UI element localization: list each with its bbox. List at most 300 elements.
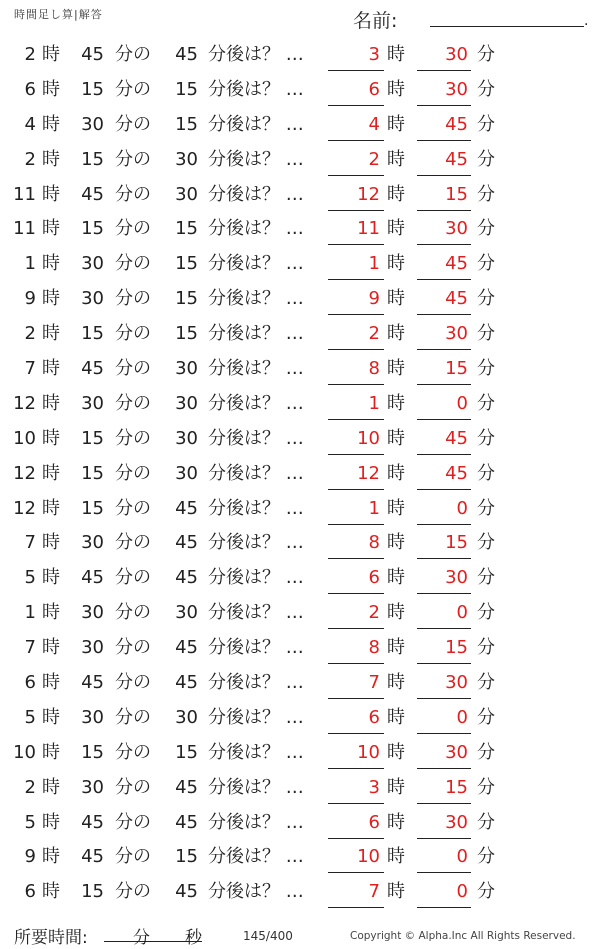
start-hour: 9 bbox=[24, 846, 36, 868]
answer-minute-line bbox=[417, 105, 471, 106]
hour-unit: 時 bbox=[42, 392, 60, 414]
answer-hour-unit: 時 bbox=[387, 497, 405, 519]
answer-hour: 12 bbox=[357, 183, 380, 205]
answer-minute-line bbox=[417, 279, 471, 280]
answer-minute-line bbox=[417, 454, 471, 455]
answer-minute: 15 bbox=[445, 637, 468, 659]
start-minute: 45 bbox=[81, 183, 104, 205]
added-minutes: 15 bbox=[175, 253, 198, 275]
answer-hour: 2 bbox=[368, 148, 380, 170]
answer-minute-unit: 分 bbox=[477, 462, 495, 484]
start-hour: 9 bbox=[24, 288, 36, 310]
problem-row bbox=[0, 213, 600, 248]
after-question-text: 分後は？ … bbox=[208, 567, 304, 589]
start-minute: 30 bbox=[81, 253, 104, 275]
answer-minute-unit: 分 bbox=[477, 567, 495, 589]
answer-minute-unit: 分 bbox=[477, 323, 495, 345]
answer-hour: 12 bbox=[357, 462, 380, 484]
answer-minute: 45 bbox=[445, 288, 468, 310]
hour-unit: 時 bbox=[42, 532, 60, 554]
start-minute: 15 bbox=[81, 148, 104, 170]
answer-minute-line bbox=[417, 419, 471, 420]
start-hour: 12 bbox=[13, 462, 36, 484]
answer-hour-line bbox=[328, 384, 384, 385]
answer-minute-unit: 分 bbox=[477, 218, 495, 240]
answer-minute-line bbox=[417, 175, 471, 176]
problem-row bbox=[0, 388, 600, 423]
answer-minute-unit: 分 bbox=[477, 672, 495, 694]
answer-minute: 0 bbox=[456, 392, 468, 414]
answer-hour: 10 bbox=[357, 741, 380, 763]
answer-minute-unit: 分 bbox=[477, 741, 495, 763]
answer-hour: 2 bbox=[368, 602, 380, 624]
problem-row bbox=[0, 109, 600, 144]
answer-hour: 1 bbox=[368, 253, 380, 275]
added-minutes: 30 bbox=[175, 706, 198, 728]
start-hour: 11 bbox=[13, 183, 36, 205]
answer-hour: 10 bbox=[357, 846, 380, 868]
hour-unit: 時 bbox=[42, 78, 60, 100]
answer-minute: 30 bbox=[445, 811, 468, 833]
start-minute: 30 bbox=[81, 602, 104, 624]
minute-of-unit: 分の bbox=[115, 672, 151, 694]
answer-minute-line bbox=[417, 384, 471, 385]
added-minutes: 45 bbox=[175, 567, 198, 589]
answer-hour-unit: 時 bbox=[387, 462, 405, 484]
answer-minute-unit: 分 bbox=[477, 288, 495, 310]
answer-minute: 30 bbox=[445, 323, 468, 345]
hour-unit: 時 bbox=[42, 427, 60, 449]
start-hour: 2 bbox=[24, 776, 36, 798]
answer-hour-unit: 時 bbox=[387, 113, 405, 135]
answer-minute-unit: 分 bbox=[477, 183, 495, 205]
start-hour: 2 bbox=[24, 323, 36, 345]
time-minute-unit: 分 bbox=[133, 928, 150, 948]
answer-minute-line bbox=[417, 628, 471, 629]
start-minute: 15 bbox=[81, 881, 104, 903]
answer-minute-line bbox=[417, 698, 471, 699]
start-minute: 45 bbox=[81, 44, 104, 65]
answer-hour-line bbox=[328, 768, 384, 769]
answer-hour-line bbox=[328, 175, 384, 176]
added-minutes: 30 bbox=[175, 427, 198, 449]
problem-row bbox=[0, 527, 600, 562]
answer-minute: 15 bbox=[445, 183, 468, 205]
added-minutes: 30 bbox=[175, 602, 198, 624]
added-minutes: 15 bbox=[175, 218, 198, 240]
start-minute: 30 bbox=[81, 637, 104, 659]
start-minute: 15 bbox=[81, 741, 104, 763]
problem-row bbox=[0, 144, 600, 179]
after-question-text: 分後は？ … bbox=[208, 253, 304, 275]
answer-hour-line bbox=[328, 733, 384, 734]
answer-hour: 7 bbox=[368, 672, 380, 694]
after-question-text: 分後は？ … bbox=[208, 392, 304, 414]
added-minutes: 15 bbox=[175, 78, 198, 100]
answer-minute: 15 bbox=[445, 358, 468, 380]
answer-hour: 8 bbox=[368, 532, 380, 554]
after-question-text: 分後は？ … bbox=[208, 706, 304, 728]
start-minute: 30 bbox=[81, 288, 104, 310]
answer-hour: 6 bbox=[368, 706, 380, 728]
hour-unit: 時 bbox=[42, 497, 60, 519]
start-minute: 15 bbox=[81, 462, 104, 484]
minute-of-unit: 分の bbox=[115, 288, 151, 310]
answer-minute-unit: 分 bbox=[477, 78, 495, 100]
minute-of-unit: 分の bbox=[115, 323, 151, 345]
answer-hour: 3 bbox=[368, 44, 380, 65]
answer-hour-line bbox=[328, 279, 384, 280]
problem-row bbox=[0, 283, 600, 318]
answer-minute-unit: 分 bbox=[477, 497, 495, 519]
worksheet-footer bbox=[0, 918, 600, 949]
answer-hour-line bbox=[328, 663, 384, 664]
after-question-text: 分後は？ … bbox=[208, 78, 304, 100]
answer-hour-unit: 時 bbox=[387, 288, 405, 310]
worksheet-header bbox=[0, 0, 600, 36]
added-minutes: 45 bbox=[175, 811, 198, 833]
added-minutes: 15 bbox=[175, 288, 198, 310]
start-hour: 5 bbox=[24, 811, 36, 833]
problem-row bbox=[0, 353, 600, 388]
answer-minute-line bbox=[417, 489, 471, 490]
problem-row bbox=[0, 702, 600, 737]
answer-hour-unit: 時 bbox=[387, 602, 405, 624]
added-minutes: 45 bbox=[175, 776, 198, 798]
start-minute: 15 bbox=[81, 218, 104, 240]
answer-hour: 8 bbox=[368, 637, 380, 659]
answer-hour-line bbox=[328, 210, 384, 211]
problem-row bbox=[0, 632, 600, 667]
name-line-end: . bbox=[584, 13, 589, 29]
added-minutes: 15 bbox=[175, 846, 198, 868]
answer-minute-line bbox=[417, 872, 471, 873]
answer-hour-line bbox=[328, 698, 384, 699]
answer-minute-line bbox=[417, 803, 471, 804]
answer-hour: 6 bbox=[368, 78, 380, 100]
answer-minute-line bbox=[417, 70, 471, 71]
after-question-text: 分後は？ … bbox=[208, 44, 304, 65]
answer-hour-unit: 時 bbox=[387, 567, 405, 589]
answer-minute-line bbox=[417, 663, 471, 664]
added-minutes: 30 bbox=[175, 462, 198, 484]
hour-unit: 時 bbox=[42, 218, 60, 240]
hour-unit: 時 bbox=[42, 253, 60, 275]
answer-minute: 45 bbox=[445, 462, 468, 484]
answer-hour: 2 bbox=[368, 323, 380, 345]
hour-unit: 時 bbox=[42, 672, 60, 694]
after-question-text: 分後は？ … bbox=[208, 358, 304, 380]
added-minutes: 30 bbox=[175, 183, 198, 205]
start-minute: 15 bbox=[81, 427, 104, 449]
added-minutes: 45 bbox=[175, 672, 198, 694]
problem-row bbox=[0, 807, 600, 842]
after-question-text: 分後は？ … bbox=[208, 672, 304, 694]
answer-hour: 11 bbox=[357, 218, 380, 240]
minute-of-unit: 分の bbox=[115, 637, 151, 659]
after-question-text: 分後は？ … bbox=[208, 148, 304, 170]
start-hour: 10 bbox=[13, 427, 36, 449]
minute-of-unit: 分の bbox=[115, 253, 151, 275]
added-minutes: 30 bbox=[175, 358, 198, 380]
answer-hour: 4 bbox=[368, 113, 380, 135]
start-minute: 30 bbox=[81, 392, 104, 414]
answer-hour: 6 bbox=[368, 567, 380, 589]
added-minutes: 45 bbox=[175, 637, 198, 659]
answer-hour-line bbox=[328, 628, 384, 629]
answer-hour-unit: 時 bbox=[387, 183, 405, 205]
after-question-text: 分後は？ … bbox=[208, 113, 304, 135]
answer-minute-unit: 分 bbox=[477, 113, 495, 135]
hour-unit: 時 bbox=[42, 183, 60, 205]
answer-minute: 45 bbox=[445, 148, 468, 170]
start-hour: 6 bbox=[24, 672, 36, 694]
after-question-text: 分後は？ … bbox=[208, 741, 304, 763]
added-minutes: 30 bbox=[175, 392, 198, 414]
after-question-text: 分後は？ … bbox=[208, 183, 304, 205]
answer-minute: 0 bbox=[456, 497, 468, 519]
problem-row bbox=[0, 737, 600, 772]
answer-hour-unit: 時 bbox=[387, 706, 405, 728]
answer-hour-unit: 時 bbox=[387, 881, 405, 903]
after-question-text: 分後は？ … bbox=[208, 532, 304, 554]
hour-unit: 時 bbox=[42, 113, 60, 135]
added-minutes: 30 bbox=[175, 148, 198, 170]
minute-of-unit: 分の bbox=[115, 881, 151, 903]
start-hour: 6 bbox=[24, 78, 36, 100]
start-hour: 4 bbox=[24, 113, 36, 135]
answer-minute: 15 bbox=[445, 776, 468, 798]
added-minutes: 15 bbox=[175, 741, 198, 763]
added-minutes: 15 bbox=[175, 323, 198, 345]
answer-hour-unit: 時 bbox=[387, 358, 405, 380]
added-minutes: 45 bbox=[175, 44, 198, 65]
start-minute: 30 bbox=[81, 776, 104, 798]
start-hour: 11 bbox=[13, 218, 36, 240]
answer-minute-line bbox=[417, 349, 471, 350]
answer-minute: 45 bbox=[445, 253, 468, 275]
after-question-text: 分後は？ … bbox=[208, 776, 304, 798]
answer-hour-line bbox=[328, 872, 384, 873]
hour-unit: 時 bbox=[42, 462, 60, 484]
answer-minute-unit: 分 bbox=[477, 637, 495, 659]
answer-minute-line bbox=[417, 838, 471, 839]
answer-minute: 0 bbox=[456, 846, 468, 868]
problem-row bbox=[0, 667, 600, 702]
hour-unit: 時 bbox=[42, 148, 60, 170]
answer-hour-line bbox=[328, 349, 384, 350]
start-hour: 7 bbox=[24, 637, 36, 659]
answer-minute-unit: 分 bbox=[477, 602, 495, 624]
answer-hour: 9 bbox=[368, 288, 380, 310]
answer-minute-unit: 分 bbox=[477, 392, 495, 414]
answer-hour-unit: 時 bbox=[387, 741, 405, 763]
start-hour: 12 bbox=[13, 392, 36, 414]
hour-unit: 時 bbox=[42, 776, 60, 798]
added-minutes: 45 bbox=[175, 881, 198, 903]
answer-hour-line bbox=[328, 419, 384, 420]
answer-minute: 0 bbox=[456, 602, 468, 624]
start-hour: 5 bbox=[24, 567, 36, 589]
start-minute: 45 bbox=[81, 846, 104, 868]
after-question-text: 分後は？ … bbox=[208, 846, 304, 868]
answer-hour-line bbox=[328, 314, 384, 315]
hour-unit: 時 bbox=[42, 881, 60, 903]
answer-hour-unit: 時 bbox=[387, 811, 405, 833]
hour-unit: 時 bbox=[42, 358, 60, 380]
after-question-text: 分後は？ … bbox=[208, 602, 304, 624]
minute-of-unit: 分の bbox=[115, 218, 151, 240]
answer-minute: 30 bbox=[445, 672, 468, 694]
problem-row bbox=[0, 74, 600, 109]
answer-minute-unit: 分 bbox=[477, 253, 495, 275]
problem-row bbox=[0, 562, 600, 597]
start-minute: 15 bbox=[81, 497, 104, 519]
start-minute: 30 bbox=[81, 113, 104, 135]
answer-hour-unit: 時 bbox=[387, 672, 405, 694]
hour-unit: 時 bbox=[42, 637, 60, 659]
answer-minute-unit: 分 bbox=[477, 148, 495, 170]
answer-hour-line bbox=[328, 524, 384, 525]
answer-hour: 7 bbox=[368, 881, 380, 903]
answer-minute-unit: 分 bbox=[477, 358, 495, 380]
start-hour: 7 bbox=[24, 532, 36, 554]
after-question-text: 分後は？ … bbox=[208, 881, 304, 903]
start-hour: 1 bbox=[24, 253, 36, 275]
answer-hour: 1 bbox=[368, 497, 380, 519]
hour-unit: 時 bbox=[42, 811, 60, 833]
problem-row bbox=[0, 876, 600, 911]
problem-row bbox=[0, 179, 600, 214]
minute-of-unit: 分の bbox=[115, 776, 151, 798]
start-hour: 12 bbox=[13, 497, 36, 519]
minute-of-unit: 分の bbox=[115, 811, 151, 833]
answer-minute: 45 bbox=[445, 113, 468, 135]
start-minute: 30 bbox=[81, 532, 104, 554]
added-minutes: 45 bbox=[175, 497, 198, 519]
added-minutes: 15 bbox=[175, 113, 198, 135]
answer-minute: 30 bbox=[445, 78, 468, 100]
answer-hour-unit: 時 bbox=[387, 148, 405, 170]
problem-row bbox=[0, 841, 600, 876]
name-field-line bbox=[430, 26, 584, 27]
answer-minute: 0 bbox=[456, 881, 468, 903]
minute-of-unit: 分の bbox=[115, 183, 151, 205]
answer-hour: 1 bbox=[368, 392, 380, 414]
name-label: 名前: bbox=[353, 10, 398, 32]
answer-minute-unit: 分 bbox=[477, 427, 495, 449]
hour-unit: 時 bbox=[42, 44, 60, 65]
hour-unit: 時 bbox=[42, 706, 60, 728]
minute-of-unit: 分の bbox=[115, 567, 151, 589]
hour-unit: 時 bbox=[42, 567, 60, 589]
start-hour: 2 bbox=[24, 44, 36, 65]
answer-minute-unit: 分 bbox=[477, 706, 495, 728]
answer-hour: 3 bbox=[368, 776, 380, 798]
start-hour: 5 bbox=[24, 706, 36, 728]
answer-hour-line bbox=[328, 838, 384, 839]
answer-hour-unit: 時 bbox=[387, 532, 405, 554]
after-question-text: 分後は？ … bbox=[208, 462, 304, 484]
added-minutes: 45 bbox=[175, 532, 198, 554]
problem-list bbox=[0, 39, 600, 911]
answer-minute-unit: 分 bbox=[477, 846, 495, 868]
problem-row bbox=[0, 423, 600, 458]
answer-hour-unit: 時 bbox=[387, 846, 405, 868]
start-minute: 45 bbox=[81, 672, 104, 694]
minute-of-unit: 分の bbox=[115, 148, 151, 170]
answer-hour-unit: 時 bbox=[387, 776, 405, 798]
time-second-unit: 秒 bbox=[185, 928, 202, 948]
problem-row bbox=[0, 318, 600, 353]
time-required-label: 所要時間: bbox=[14, 928, 88, 948]
answer-hour: 6 bbox=[368, 811, 380, 833]
after-question-text: 分後は？ … bbox=[208, 811, 304, 833]
start-minute: 45 bbox=[81, 567, 104, 589]
answer-minute-unit: 分 bbox=[477, 532, 495, 554]
answer-hour-unit: 時 bbox=[387, 637, 405, 659]
answer-hour-line bbox=[328, 593, 384, 594]
answer-hour-unit: 時 bbox=[387, 323, 405, 345]
start-hour: 10 bbox=[13, 741, 36, 763]
answer-minute-line bbox=[417, 210, 471, 211]
minute-of-unit: 分の bbox=[115, 427, 151, 449]
answer-minute: 30 bbox=[445, 218, 468, 240]
answer-minute-line bbox=[417, 593, 471, 594]
hour-unit: 時 bbox=[42, 323, 60, 345]
minute-of-unit: 分の bbox=[115, 78, 151, 100]
answer-minute-line bbox=[417, 524, 471, 525]
answer-minute-unit: 分 bbox=[477, 811, 495, 833]
answer-hour-line bbox=[328, 70, 384, 71]
answer-hour: 10 bbox=[357, 427, 380, 449]
worksheet-title: 時間足し算|解答 bbox=[14, 8, 103, 21]
answer-hour-unit: 時 bbox=[387, 44, 405, 65]
after-question-text: 分後は？ … bbox=[208, 637, 304, 659]
answer-hour-unit: 時 bbox=[387, 218, 405, 240]
answer-minute-line bbox=[417, 558, 471, 559]
minute-of-unit: 分の bbox=[115, 462, 151, 484]
problem-row bbox=[0, 772, 600, 807]
answer-hour-line bbox=[328, 558, 384, 559]
hour-unit: 時 bbox=[42, 846, 60, 868]
answer-hour-line bbox=[328, 140, 384, 141]
answer-minute: 30 bbox=[445, 567, 468, 589]
minute-of-unit: 分の bbox=[115, 532, 151, 554]
start-minute: 45 bbox=[81, 811, 104, 833]
answer-hour-line bbox=[328, 244, 384, 245]
answer-minute: 30 bbox=[445, 44, 468, 65]
answer-minute-unit: 分 bbox=[477, 776, 495, 798]
after-question-text: 分後は？ … bbox=[208, 497, 304, 519]
start-minute: 15 bbox=[81, 323, 104, 345]
after-question-text: 分後は？ … bbox=[208, 218, 304, 240]
start-minute: 45 bbox=[81, 358, 104, 380]
minute-of-unit: 分の bbox=[115, 602, 151, 624]
start-hour: 6 bbox=[24, 881, 36, 903]
answer-hour-line bbox=[328, 803, 384, 804]
minute-of-unit: 分の bbox=[115, 358, 151, 380]
answer-minute: 0 bbox=[456, 706, 468, 728]
problem-row bbox=[0, 39, 600, 74]
answer-minute-line bbox=[417, 907, 471, 908]
start-minute: 30 bbox=[81, 706, 104, 728]
minute-of-unit: 分の bbox=[115, 44, 151, 65]
answer-hour-unit: 時 bbox=[387, 253, 405, 275]
answer-minute: 15 bbox=[445, 532, 468, 554]
answer-minute-line bbox=[417, 733, 471, 734]
answer-minute-unit: 分 bbox=[477, 881, 495, 903]
